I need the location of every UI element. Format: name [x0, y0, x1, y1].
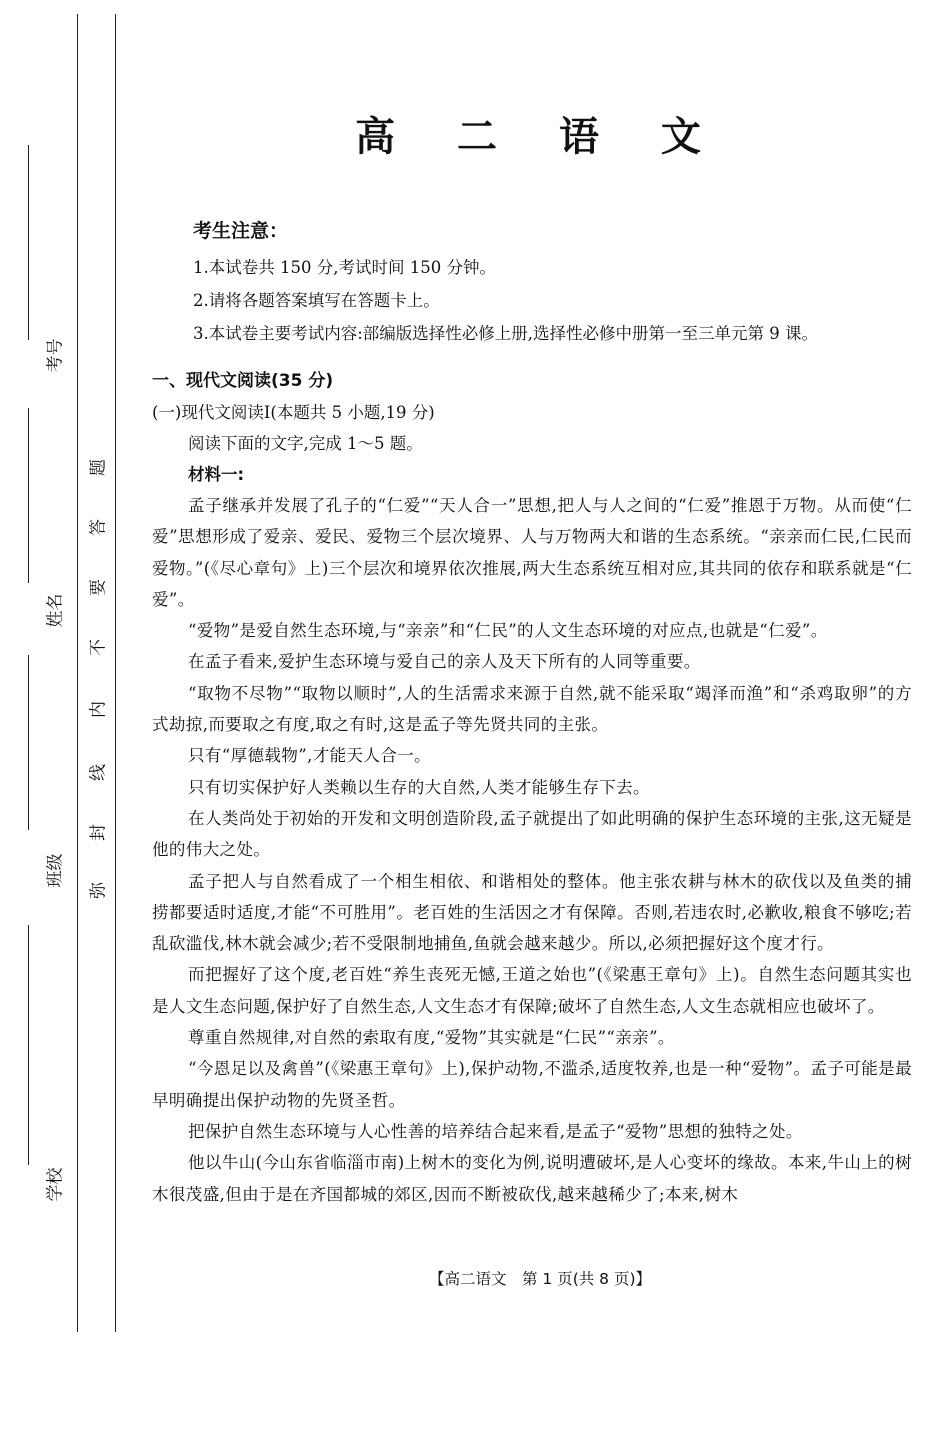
- class-label: 班级: [45, 853, 66, 888]
- paragraph: 只有“厚德载物”,才能天人合一。: [188, 746, 432, 766]
- paragraph: 他以牛山(今山东省临淄市南)上树木的变化为例,说明遭破坏,是人心变坏的缘故。本来,牛山上的树木很茂盛,但由于是在齐国都城的郊区,因而不断被砍伐,越来越稀少了;本来,树木: [152, 1153, 912, 1204]
- instruction: 阅读下面的文字,完成 1～5 题。: [188, 434, 423, 453]
- exam-number-label: 考号: [45, 338, 66, 373]
- page-footer: 【高二语文 第 1 页(共 8 页)】: [428, 1270, 652, 1288]
- paragraph: 而把握好了这个度,老百姓“养生丧死无憾,王道之始也”(《梁惠王章句》上)。自然生态问题其实也是人文生态问题,保护好了自然生态,人文生态才有保障;破坏了自然生态,人文生态就相应也破坏了。: [152, 965, 912, 1016]
- notice-item: 3.本试卷主要考试内容:部编版选择性必修上册,选择性必修中册第一至三单元第 9 课。: [193, 324, 819, 343]
- seal-char: 线: [88, 764, 109, 781]
- page-title: 高 二 语 文: [355, 114, 725, 160]
- paragraph: “爱物”是爱自然生态环境,与“亲亲”和“仁民”的人文生态环境的对应点,也就是“仁爱”。: [188, 621, 828, 641]
- exam-notice: [193, 216, 818, 350]
- paragraph: 尊重自然规律,对自然的索取有度,“爱物”其实就是“仁民”“亲亲”。: [188, 1028, 675, 1048]
- paragraph: 只有切实保护好人类赖以生存的大自然,人类才能够生存下去。: [188, 777, 650, 797]
- school-blank: [28, 925, 29, 1165]
- paragraph: 在孟子看来,爱护生态环境与爱自己的亲人及天下所有的人同等重要。: [188, 652, 701, 672]
- school-label: 学校: [45, 1167, 66, 1202]
- paragraph: 把保护自然生态环境与人心性善的培养结合起来看,是孟子“爱物”思想的独特之处。: [188, 1121, 803, 1141]
- exam-number-blank: [28, 145, 29, 340]
- seal-char: 内: [88, 701, 109, 718]
- seal-char: 不: [88, 639, 109, 656]
- notice-title: 考生注意：: [193, 220, 289, 242]
- reading-section: [152, 366, 912, 1210]
- section-heading: 一、现代文阅读(35 分): [152, 371, 334, 391]
- paragraph: 在人类尚处于初始的开发和文明创造阶段,孟子就提出了如此明确的保护生态环境的主张,这无疑是他的伟大之处。: [152, 808, 912, 860]
- seal-char: 封: [88, 824, 109, 841]
- seal-char: 题: [88, 459, 109, 476]
- seal-char: 要: [88, 579, 109, 596]
- subsection-heading: (一)现代文阅读Ⅰ(本题共 5 小题,19 分): [152, 403, 435, 422]
- paragraph: 孟子把人与自然看成了一个相生相依、和谐相处的整体。他主张农耕与林木的砍伐以及鱼类的捕捞都要适时适度,才能“不可胜用”。老百姓的生活因之才有保障。否则,若违农时,必歉收,粮食不够吃;若乱砍滥伐,林木就会减少;若不受限制地捕鱼,鱼就会越来越少。所以,必须把握好这个度才行。: [152, 871, 912, 954]
- name-label: 姓名: [45, 593, 66, 628]
- binding-line-outer: [77, 14, 78, 1332]
- seal-char: 弥: [88, 882, 109, 899]
- seal-char: 答: [88, 519, 109, 536]
- paragraph: 孟子继承并发展了孔子的“仁爱”“天人合一”思想,把人与人之间的“仁爱”推恩于万物。从而使“仁爱”思想形成了爱亲、爱民、爱物三个层次境界、人与万物两大和谐的生态系统。“亲亲而仁民,仁民而爱物。”(《尽心章句》上)三个层次和境界依次推展,两大生态系统互相对应,其共同的依存和联系就是“仁爱”。: [152, 496, 912, 609]
- binding-line-inner: [115, 14, 116, 1332]
- paragraph: “取物不尽物”“取物以顺时”,人的生活需求来源于自然,就不能采取“竭泽而渔”和“杀鸡取卵”的方式劫掠,而要取之有度,取之有时,这是孟子等先贤共同的主张。: [152, 683, 912, 735]
- name-blank: [28, 408, 29, 583]
- paragraph: “今恩足以及禽兽”(《梁惠王章句》上),保护动物,不滥杀,适度牧养,也是一种“爱物”。孟子可能是最早明确提出保护动物的先贤圣哲。: [152, 1059, 912, 1110]
- class-blank: [28, 655, 29, 830]
- material-label: 材料一:: [188, 465, 245, 484]
- notice-item: 2.请将各题答案填写在答题卡上。: [193, 291, 440, 310]
- notice-item: 1.本试卷共 150 分,考试时间 150 分钟。: [193, 258, 496, 277]
